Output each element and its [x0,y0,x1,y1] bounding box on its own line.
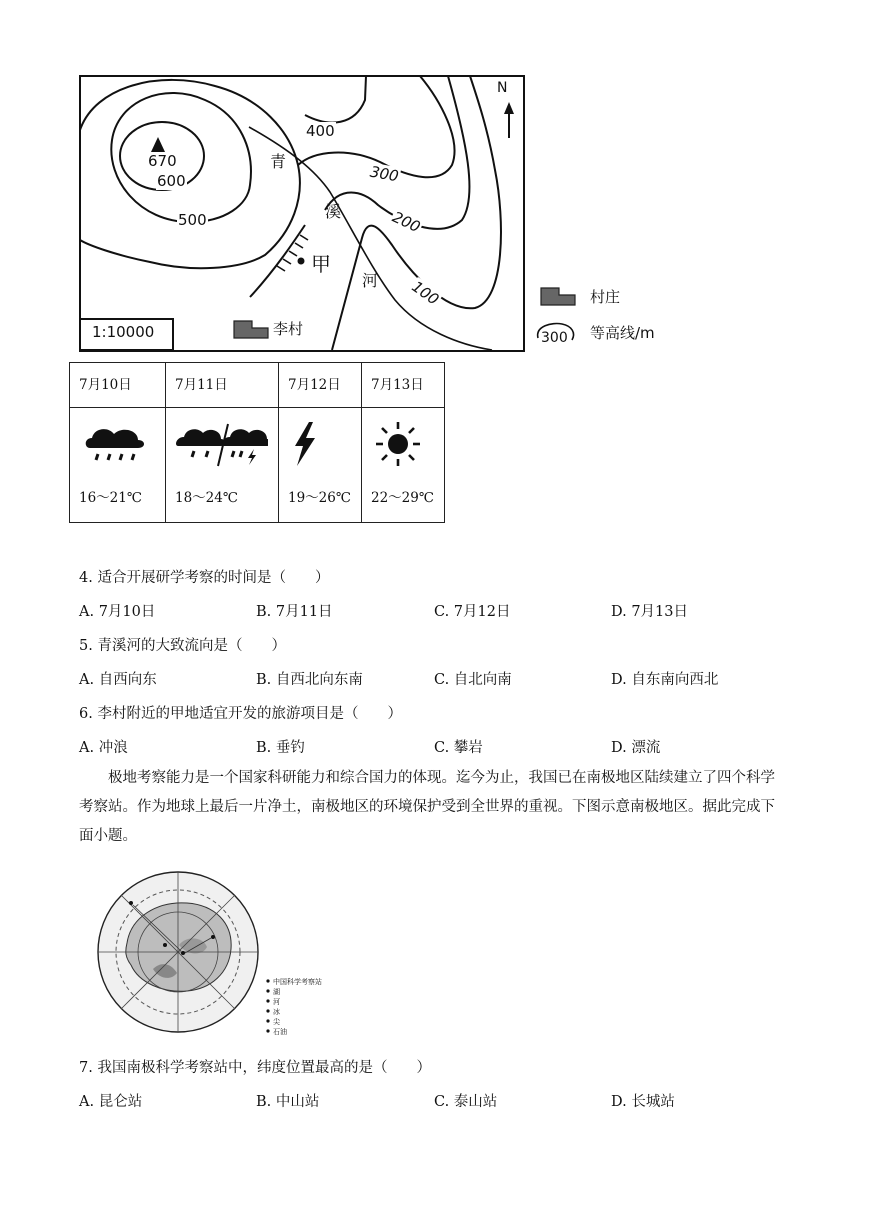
q6-option-b[interactable]: B. 垂钓 [256,740,305,756]
q4-option-c[interactable]: C. 7月12日 [434,604,511,620]
contour-label-500: 500 [178,211,207,229]
rain-cloud-icon [80,420,150,470]
peak-triangle-icon [151,137,165,152]
q5-option-b[interactable]: B. 自西北向东南 [256,672,363,688]
weather-body-row [70,408,445,523]
weather-temp: 22～29℃ [371,490,434,506]
question-6-stem: 6. 李村附近的甲地适宜开发的旅游项目是（ ） [79,706,402,722]
q7-option-c[interactable]: C. 泰山站 [434,1094,498,1110]
site-label: 甲 [311,252,331,276]
question-7-stem: 7. 我国南极科学考察站中，纬度位置最高的是（ ） [79,1060,431,1076]
q5-option-a[interactable]: A. 自西向东 [79,672,157,688]
q5-option-d[interactable]: D. 自东南向西北 [611,672,719,688]
contour-label-100: 100 [408,277,443,309]
q6-option-c[interactable]: C. 攀岩 [434,740,483,756]
question-5-stem: 5. 青溪河的大致流向是（ ） [79,638,286,654]
antarctic-legend-item: 湖 [273,988,280,996]
q7-option-a[interactable]: A. 昆仑站 [79,1094,143,1110]
antarctic-legend [273,977,322,1037]
weather-date: 7月11日 [166,363,279,408]
legend-village-label: 村庄 [590,288,621,306]
q4-option-d[interactable]: D. 7月13日 [611,604,689,620]
site-dot-icon [298,258,305,265]
q4-option-a[interactable]: A. 7月10日 [79,604,156,620]
lightning-icon [289,420,329,470]
legend-village-icon [541,288,575,305]
weather-temp: 18～24℃ [175,490,238,506]
legend-contour-value: 300 [541,330,568,346]
village-label: 李村 [273,320,304,338]
contour-label-200: 200 [389,207,424,237]
contour-400 [80,80,300,268]
scale-label: 1:10000 [92,323,155,341]
antarctic-legend-item: 尖 [273,1018,280,1026]
weather-date: 7月10日 [70,363,166,408]
north-label: N [497,80,508,96]
passage-paragraph: 极地考察能力是一个国家科研能力和综合国力的体现。迄今为止，我国已在南极地区陆续建立了四个科学考察站。作为地球上最后一片净土，南极地区的环境保护受到全世界的重视。下图示意南极地区。据此完成下面小题。 [79,770,775,844]
contour-label-400: 400 [306,122,335,140]
river-label-qing: 青 [270,152,287,171]
q5-option-c[interactable]: C. 自北向南 [434,672,512,688]
contour-label-300: 300 [368,162,400,186]
weather-temp: 16～21℃ [79,490,142,506]
cliff-hachures [277,235,308,271]
antarctic-legend-item: 中国科学考察站 [273,978,322,986]
river-label-he: 河 [362,271,379,290]
weather-table [69,362,445,523]
contour-100-cliff [250,225,305,297]
contour-label-600: 600 [157,172,186,190]
weather-cell [166,408,279,523]
weather-cell [279,408,362,523]
antarctic-legend-item: 河 [273,998,280,1006]
q7-option-b[interactable]: B. 中山站 [256,1094,320,1110]
question-4-stem: 4. 适合开展研学考察的时间是（ ） [79,570,330,586]
contour-400-top [305,76,366,123]
q6-option-d[interactable]: D. 漂流 [611,740,661,756]
weather-date-row [70,363,445,408]
contour-500 [111,93,251,222]
q6-option-a[interactable]: A. 冲浪 [79,740,128,756]
contour-100 [332,76,501,350]
peak-elevation: 670 [148,152,177,170]
village-icon [234,321,268,338]
sun-icon [372,420,426,470]
weather-date: 7月12日 [279,363,362,408]
map-frame [80,76,524,351]
antarctic-legend-item: 冰 [273,1008,280,1016]
weather-cell [70,408,166,523]
weather-date: 7月13日 [362,363,445,408]
q4-option-b[interactable]: B. 7月11日 [256,604,333,620]
river-label-xi: 溪 [325,202,342,221]
weather-temp: 19～26℃ [288,490,351,506]
legend-contour-label: 等高线/m [590,324,655,342]
q7-option-d[interactable]: D. 长城站 [611,1094,675,1110]
weather-cell [362,408,445,523]
rain-to-thunderstorm-icon [176,420,268,470]
antarctic-legend-item: 石油 [273,1028,287,1036]
north-arrow-icon [504,102,514,138]
